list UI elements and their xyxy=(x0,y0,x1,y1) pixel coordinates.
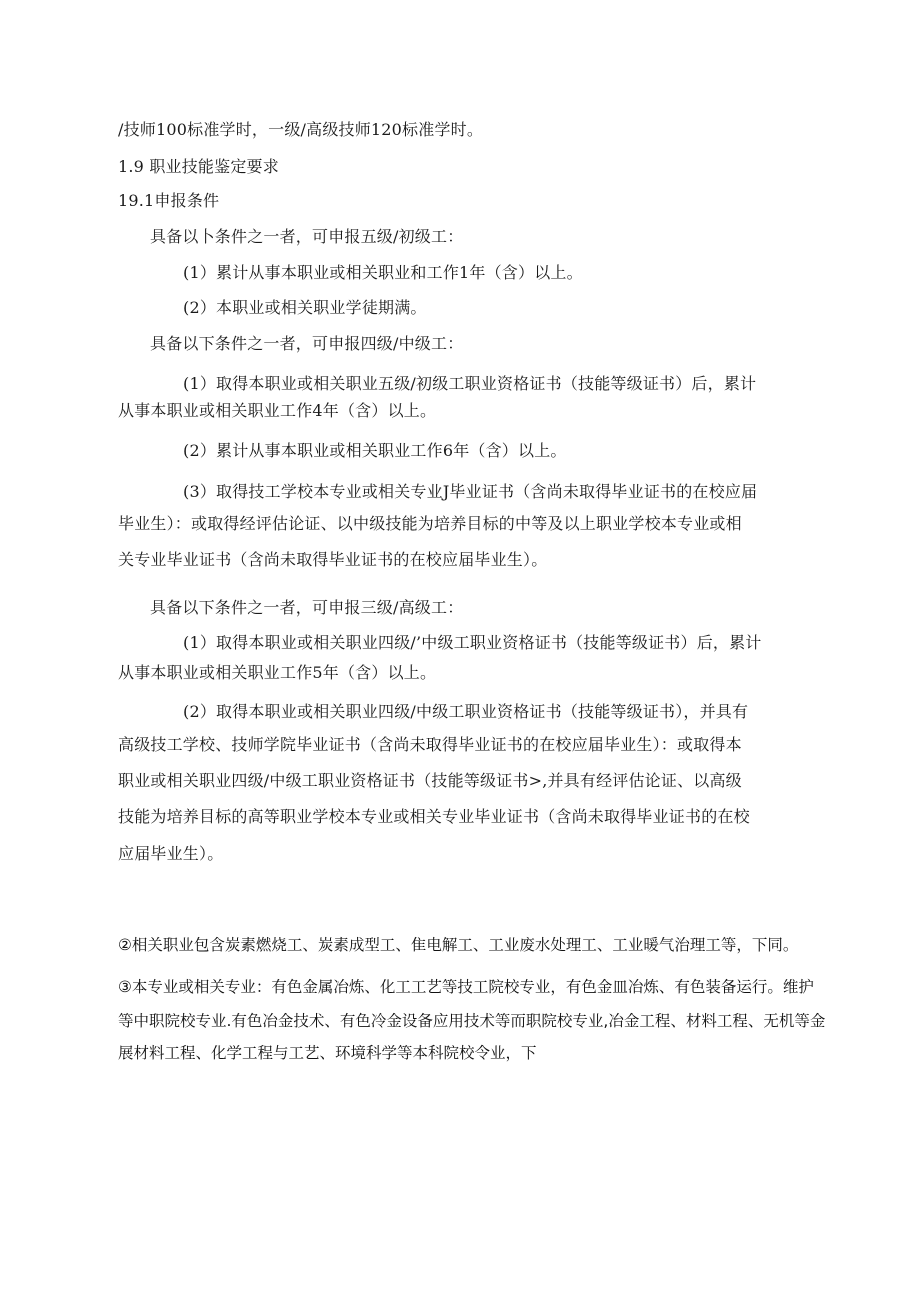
level4-item3-line3: 关专业毕业证书（含尚未取得毕业证书的在校应届毕业生）。 xyxy=(118,550,548,569)
level4-item1-line2: 从事本职业或相关职业工作4年（含）以上。 xyxy=(118,401,437,420)
level5-intro: 具备以卜条件之一者，可申报五级/初级工： xyxy=(150,227,464,246)
level3-item2-line3: 职业或相关职业四级/中级工职业资格证书（技能等级证书>,并具有经评估论证、以高级 xyxy=(118,771,742,790)
level3-item2-line1: (2）取得本职业或相关职业四级/中级工职业资格证书（技能等级证书），并具有 xyxy=(183,702,749,721)
continuation-line: /技师100标准学时，一级/高级技师120标准学时。 xyxy=(118,120,484,139)
level4-item1-line1: (1）取得本职业或相关职业五级/初级工职业资格证书（技能等级证书）后，累计 xyxy=(183,374,757,393)
level5-item-2: (2）本职业或相关职业学徒期满。 xyxy=(183,298,427,317)
footnote-3-line1: ③本专业或相关专业：有色金属冶炼、化工工艺等技工院校专业，有色金皿冶炼、有色装备运行。维护 xyxy=(118,978,814,996)
level3-intro: 具备以下条件之一者，可申报三级/高级工： xyxy=(150,598,464,617)
footnote-2: ②相关职业包含炭素燃烧工、炭素成型工、隹电解工、工业废水处理工、工业暖气治理工等，下同。 xyxy=(118,936,799,954)
level3-item1-line1: (1）取得本职业或相关职业四级/’中级工职业资格证书（技能等级证书）后，累计 xyxy=(183,633,762,652)
level4-item-2: (2）累计从事本职业或相关职业工作6年（含）以上。 xyxy=(183,441,567,460)
footnote-3-line3: 展材料工程、化学工程与工艺、环境科学等本科院校令业，下 xyxy=(118,1044,537,1062)
level3-item1-line2: 从事本职业或相关职业工作5年（含）以上。 xyxy=(118,663,437,682)
level4-item3-line1: (3）取得技工学校本专业或相关专业J毕业证书（含尚未取得毕业证书的在校应届 xyxy=(183,482,758,501)
section-heading-1-9-1: 19.1申报条件 xyxy=(118,191,220,210)
section-heading-1-9: 1.9 职业技能鉴定要求 xyxy=(118,157,279,176)
level3-item2-line5: 应届毕业生）。 xyxy=(118,844,224,863)
level3-item2-line2: 高级技工学校、技师学院毕业证书（含尚未取得毕业证书的在校应届毕业生）：或取得本 xyxy=(118,735,742,754)
level4-item3-line2: 毕业生）：或取得经评估论证、以中级技能为培养目标的中等及以上职业学校本专业或相 xyxy=(118,514,742,533)
level3-item2-line4: 技能为培养目标的高等职业学校本专业或相关专业毕业证书（含尚未取得毕业证书的在校 xyxy=(118,807,750,826)
footnote-3-line2: 等中职院校专业.有色冶金技术、有色冷金设备应用技术等而职院校专业,冶金工程、材料工程、无机等金 xyxy=(118,1012,826,1030)
level5-item-1: (1）累计从事本职业或相关职业和工作1年（含）以上。 xyxy=(183,263,583,282)
level4-intro: 具备以下条件之一者，可申报四级/中级工： xyxy=(150,334,464,353)
